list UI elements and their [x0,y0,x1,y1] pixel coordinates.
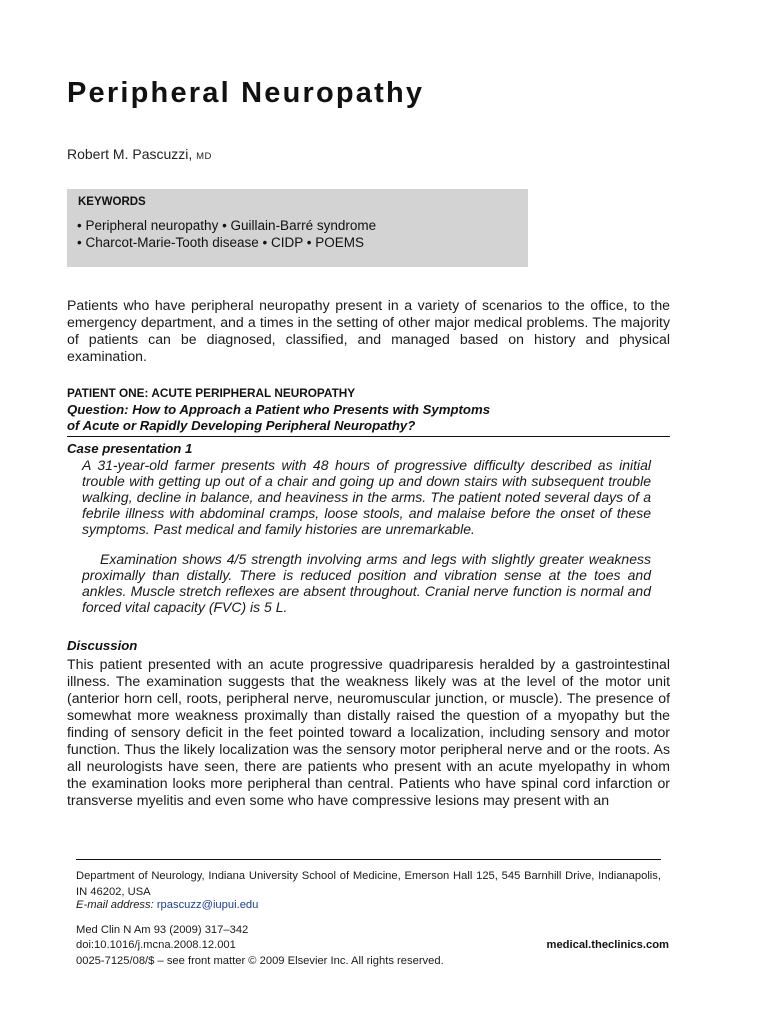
citation: Med Clin N Am 93 (2009) 317–342 [76,924,249,936]
author-degree: MD [196,151,212,162]
article-title: Peripheral Neuropathy [67,77,425,109]
keywords-heading: KEYWORDS [78,196,146,208]
case-paragraph: A 31-year-old farmer presents with 48 hours of progressive difficulty described as initial trouble with getting up out of a chair and going up and down stairs with subsequent trouble walking, decline in balance, and heaviness in the arms. The patient noted several days of a febrile illness with abdominal cramps, loose stools, and malaise before the onset of these symptoms. Past medical and family histories are unremarkable. [82,457,651,537]
case-heading: Case presentation 1 [67,441,193,456]
discussion-paragraph: This patient presented with an acute progressive quadriparesis heralded by a gastrointestinal illness. The examination suggests that the weakness likely was at the level of the motor unit (anterior horn cell, roots, peripheral nerve, neuromuscular junction, or muscle). The presence of somewhat more weakness proximally than distally raised the question of a myopathy but the finding of sensory deficit in the feet pointed toward a localization, including sensory and motor function. Thus the likely localization was the sensory motor peripheral nerve and or the roots. As all neurologists have seen, there are patients who present with an acute myelopathy in whom the examination looks more peripheral than central. Patients who have spinal cord infarction or transverse myelitis and even some who have compressive lesions may present with an [67,656,670,808]
author-name: Robert M. Pascuzzi, [67,146,193,162]
copyright: 0025-7125/08/$ – see front matter © 2009 Elsevier Inc. All rights reserved. [76,955,444,967]
keywords-box [67,189,528,267]
keywords-line: • Peripheral neuropathy • Guillain-Barré syndrome [77,218,377,233]
doi: doi:10.1016/j.mcna.2008.12.001 [76,939,236,951]
email-label: E-mail address: [76,899,154,911]
email-line [76,899,258,911]
question-line: Question: How to Approach a Patient who Presents with Symptoms [67,402,491,417]
section-question [67,402,667,434]
footer-rule [76,859,661,860]
author-line [67,146,212,162]
affiliation: Department of Neurology, Indiana University School of Medicine, Emerson Hall 125, 545 Barnhill Drive, Indianapolis, IN 46202, USA [76,870,661,898]
section-rule [67,436,670,437]
email-link[interactable]: rpascuzz@iupui.edu [156,899,259,911]
case-paragraph: Examination shows 4/5 strength involving arms and legs with slightly greater weakness proximally than distally. There is reduced position and vibration sense at the toes and ankles. Muscle stretch reflexes are absent throughout. Cranial nerve function is normal and forced vital capacity (FVC) is 5 L. [82,551,651,615]
section-heading: PATIENT ONE: ACUTE PERIPHERAL NEUROPATHY [67,386,356,400]
question-line: of Acute or Rapidly Developing Peripheral Neuropathy? [67,418,416,433]
keywords-line: • Charcot-Marie-Tooth disease • CIDP • POEMS [77,235,365,250]
discussion-heading: Discussion [67,638,138,653]
intro-paragraph: Patients who have peripheral neuropathy present in a variety of scenarios to the office, to the emergency department, and a times in the setting of other major medical problems. The majority of patients can be diagnosed, classified, and managed based on history and physical examination. [67,297,670,364]
journal-website[interactable]: medical.theclinics.com [546,939,669,951]
